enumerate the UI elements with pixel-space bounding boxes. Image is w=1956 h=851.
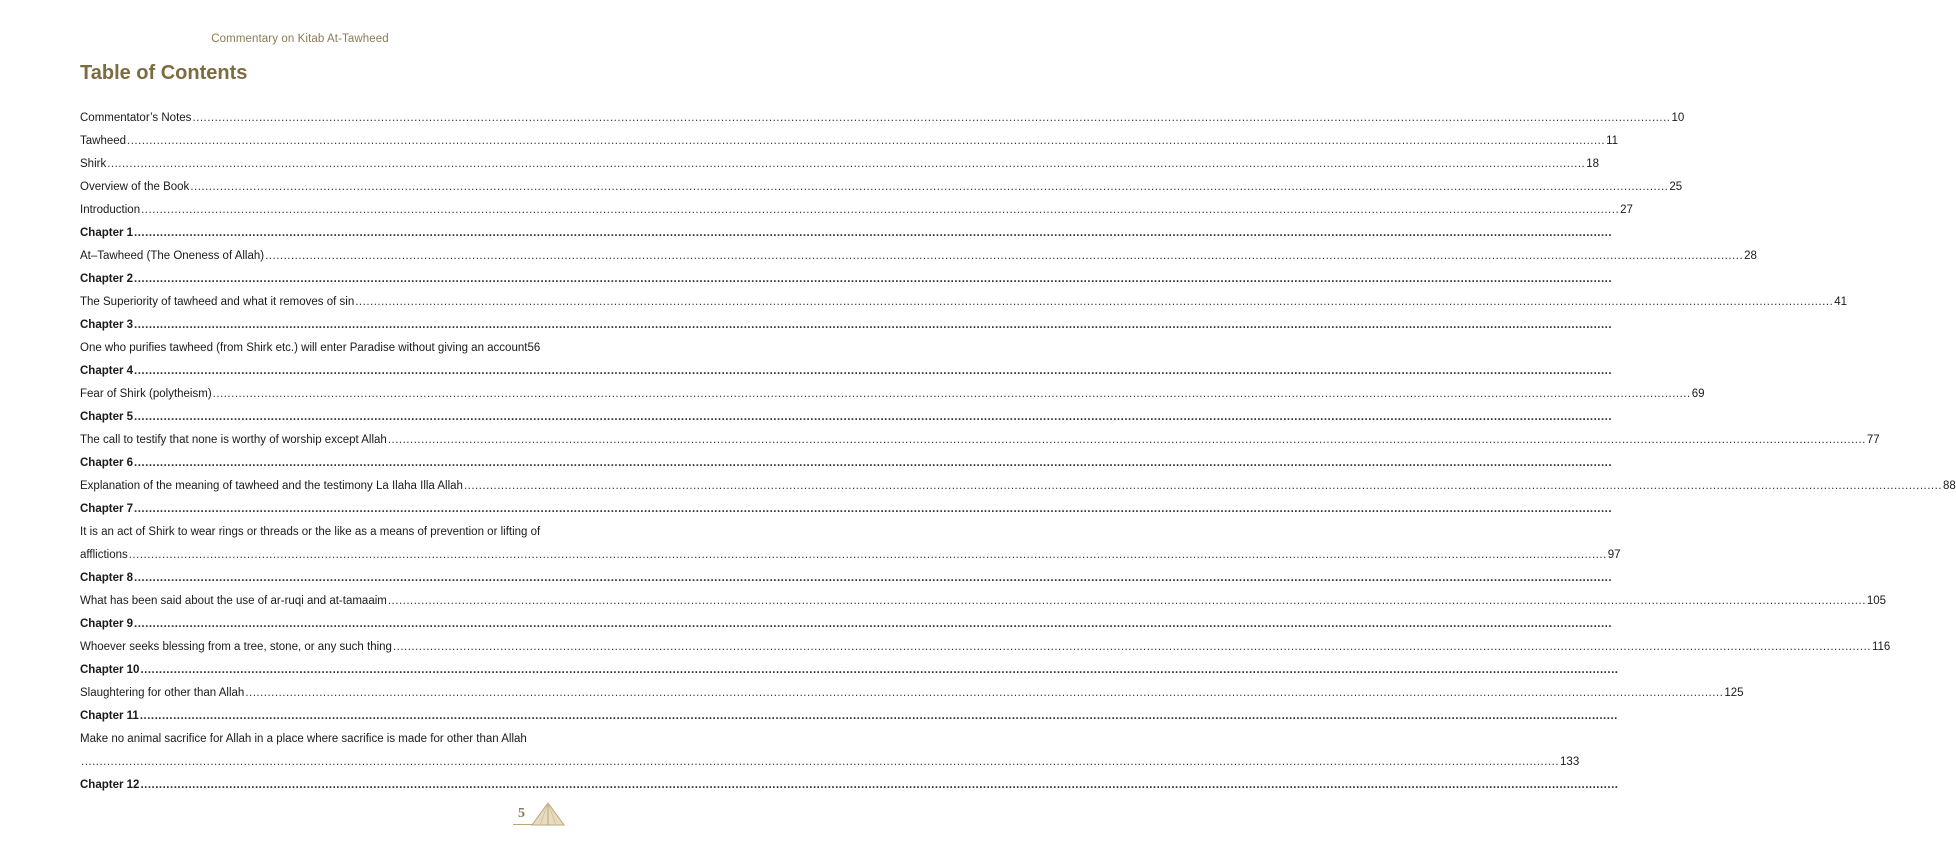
toc-entry[interactable] (80, 723, 544, 746)
toc-leader-dots: ................................................................................................................................................................................................................................................................................................................................................................................................................ (392, 641, 1871, 653)
toc-chapter-heading[interactable] (80, 401, 1613, 424)
toc-entry[interactable] (80, 631, 1891, 654)
toc-entry-label: One who purifies tawheed (from Shirk etc.) will enter Paradise without giving an account (80, 342, 528, 354)
running-header: Commentary on Kitab At-Tawheed (211, 33, 389, 45)
toc-entry-label: Chapter 9 (80, 618, 134, 630)
toc-page-number: 116 (1871, 641, 1891, 653)
page-number: 5 (518, 806, 525, 821)
toc-leader-dots: ................................................................................................................................................................................................................................................................................................................................................................................................................ (134, 457, 1613, 469)
toc-chapter-heading[interactable] (80, 769, 1619, 792)
toc-page-number: 41 (1834, 296, 1848, 308)
toc-page-number: 27 (1620, 204, 1633, 216)
toc-leader-dots: ................................................................................................................................................................................................................................................................................................................................................................................................................ (134, 618, 1613, 630)
toc-entry[interactable] (80, 102, 1685, 125)
toc-entry-label: Chapter 5 (80, 411, 134, 423)
toc-leader-dots: ................................................................................................................................................................................................................................................................................................................................................................................................................ (141, 204, 1620, 216)
toc-entry-label: Chapter 7 (80, 503, 134, 515)
toc-leader-dots: ................................................................................................................................................................................................................................................................................................................................................................................................................ (134, 319, 1613, 331)
toc-chapter-heading[interactable] (80, 608, 1613, 631)
toc-leader-dots: ................................................................................................................................................................................................................................................................................................................................................................................................................ (355, 296, 1834, 308)
toc-chapter-heading[interactable] (80, 493, 1613, 516)
toc-leader-dots: ................................................................................................................................................................................................................................................................................................................................................................................................................ (134, 365, 1613, 377)
toc-entry-label: The call to testify that none is worthy of worship except Allah (80, 434, 387, 446)
toc-page-number: 105 (1866, 595, 1887, 607)
toc-entry[interactable] (80, 424, 1880, 447)
toc-leader-dots: ................................................................................................................................................................................................................................................................................................................................................................................................................ (127, 135, 1606, 147)
toc-page-number: 28 (1744, 250, 1757, 262)
toc-chapter-heading[interactable] (80, 700, 1618, 723)
toc-leader-dots: ................................................................................................................................................................................................................................................................................................................................................................................................................ (134, 503, 1613, 515)
toc-title: Table of Contents (80, 62, 248, 84)
toc-entry[interactable] (80, 125, 1619, 148)
toc-entry-label: Chapter 3 (80, 319, 134, 331)
toc-chapter-heading[interactable] (80, 447, 1613, 470)
toc-chapter-heading[interactable] (80, 263, 1613, 286)
toc-entry[interactable] (80, 240, 1757, 263)
toc-leader-dots: ................................................................................................................................................................................................................................................................................................................................................................................................................ (463, 480, 1942, 492)
toc-entry-label: Overview of the Book (80, 181, 190, 193)
toc-entry-label: What has been said about the use of ar-ruqi and at-tamaaim (80, 595, 387, 607)
toc-leader-dots: ................................................................................................................................................................................................................................................................................................................................................................................................................ (134, 572, 1613, 584)
toc-leader-dots: ................................................................................................................................................................................................................................................................................................................................................................................................................ (128, 549, 1607, 561)
toc-entry[interactable] (80, 516, 544, 539)
toc-page-number: 88 (1943, 480, 1956, 492)
toc-page-number: 25 (1669, 181, 1683, 193)
toc-entry-label: The Superiority of tawheed and what it removes of sin (80, 296, 355, 308)
toc-entry[interactable] (80, 470, 1956, 493)
toc-page-number: 18 (1586, 158, 1600, 170)
toc-leader-dots: ................................................................................................................................................................................................................................................................................................................................................................................................................ (140, 779, 1619, 791)
toc-page-number: 125 (1724, 687, 1744, 699)
toc-entry[interactable] (80, 539, 1621, 562)
toc-entry-label: Tawheed (80, 135, 127, 147)
toc-leader-dots: ................................................................................................................................................................................................................................................................................................................................................................................................................ (212, 388, 1691, 400)
toc-entry[interactable] (80, 746, 1580, 769)
toc-entry-label: Whoever seeks blessing from a tree, stone, or any such thing (80, 641, 392, 653)
toc-page-number: 133 (1560, 756, 1580, 768)
toc-leader-dots: ................................................................................................................................................................................................................................................................................................................................................................................................................ (192, 112, 1671, 124)
toc-page-number: 77 (1866, 434, 1880, 446)
toc-leader-dots: ................................................................................................................................................................................................................................................................................................................................................................................................................ (140, 664, 1619, 676)
toc-entry-label: Chapter 11 (80, 710, 139, 722)
toc-entry-label: Explanation of the meaning of tawheed and the testimony La Ilaha Illa Allah (80, 480, 463, 492)
toc-leader-dots: ................................................................................................................................................................................................................................................................................................................................................................................................................ (134, 411, 1613, 423)
toc-entry-label: It is an act of Shirk to wear rings or threads or the like as a means of prevention or lifting of (80, 526, 541, 538)
book-ornament-icon (530, 797, 566, 827)
toc-entry[interactable] (80, 171, 1683, 194)
toc-entry[interactable] (80, 677, 1744, 700)
toc-entry-label: Fear of Shirk (polytheism) (80, 388, 212, 400)
toc-page-number: 97 (1607, 549, 1621, 561)
toc-entry-label: Chapter 6 (80, 457, 134, 469)
toc-entry-label: At–Tawheed (The Oneness of Allah) (80, 250, 265, 262)
toc-entry-label: Introduction (80, 204, 141, 216)
toc-entry-label: Slaughtering for other than Allah (80, 687, 245, 699)
toc-leader-dots: ................................................................................................................................................................................................................................................................................................................................................................................................................ (245, 687, 1724, 699)
toc-list (80, 102, 1956, 792)
toc-chapter-heading[interactable] (80, 217, 1613, 240)
toc-page-number: 56 (527, 342, 541, 354)
toc-entry-label: Chapter 8 (80, 572, 134, 584)
toc-leader-dots: ................................................................................................................................................................................................................................................................................................................................................................................................................ (134, 227, 1613, 239)
toc-entry-label: Chapter 4 (80, 365, 134, 377)
toc-leader-dots: ................................................................................................................................................................................................................................................................................................................................................................................................................ (81, 756, 1560, 768)
toc-entry-label: Commentator’s Notes (80, 112, 192, 124)
toc-entry[interactable] (80, 194, 1633, 217)
toc-chapter-heading[interactable] (80, 562, 1613, 585)
toc-entry-label: Shirk (80, 158, 107, 170)
toc-leader-dots: ................................................................................................................................................................................................................................................................................................................................................................................................................ (190, 181, 1669, 193)
toc-entry[interactable] (80, 378, 1705, 401)
toc-chapter-heading[interactable] (80, 309, 1613, 332)
toc-chapter-heading[interactable] (80, 355, 1613, 378)
toc-chapter-heading[interactable] (80, 654, 1619, 677)
toc-entry-label: Chapter 2 (80, 273, 134, 285)
toc-entry[interactable] (80, 148, 1600, 171)
toc-entry-label: Chapter 1 (80, 227, 134, 239)
toc-entry-label: Chapter 12 (80, 779, 140, 791)
toc-page-number: 11 (1606, 135, 1619, 147)
toc-entry[interactable] (80, 332, 544, 355)
toc-entry-label: Chapter 10 (80, 664, 140, 676)
toc-page-number: 10 (1671, 112, 1685, 124)
toc-leader-dots: ................................................................................................................................................................................................................................................................................................................................................................................................................ (107, 158, 1586, 170)
toc-leader-dots: ................................................................................................................................................................................................................................................................................................................................................................................................................ (265, 250, 1744, 262)
toc-entry-label: Make no animal sacrifice for Allah in a place where sacrifice is made for other than Allah (80, 733, 527, 745)
toc-leader-dots: ................................................................................................................................................................................................................................................................................................................................................................................................................ (387, 434, 1866, 446)
toc-entry[interactable] (80, 585, 1887, 608)
toc-leader-dots: ................................................................................................................................................................................................................................................................................................................................................................................................................ (134, 273, 1613, 285)
toc-leader-dots: ................................................................................................................................................................................................................................................................................................................................................................................................................ (387, 595, 1866, 607)
toc-entry[interactable] (80, 286, 1848, 309)
toc-page-number: 69 (1691, 388, 1705, 400)
toc-leader-dots: ................................................................................................................................................................................................................................................................................................................................................................................................................ (139, 710, 1618, 722)
toc-entry-label: afflictions (80, 549, 128, 561)
